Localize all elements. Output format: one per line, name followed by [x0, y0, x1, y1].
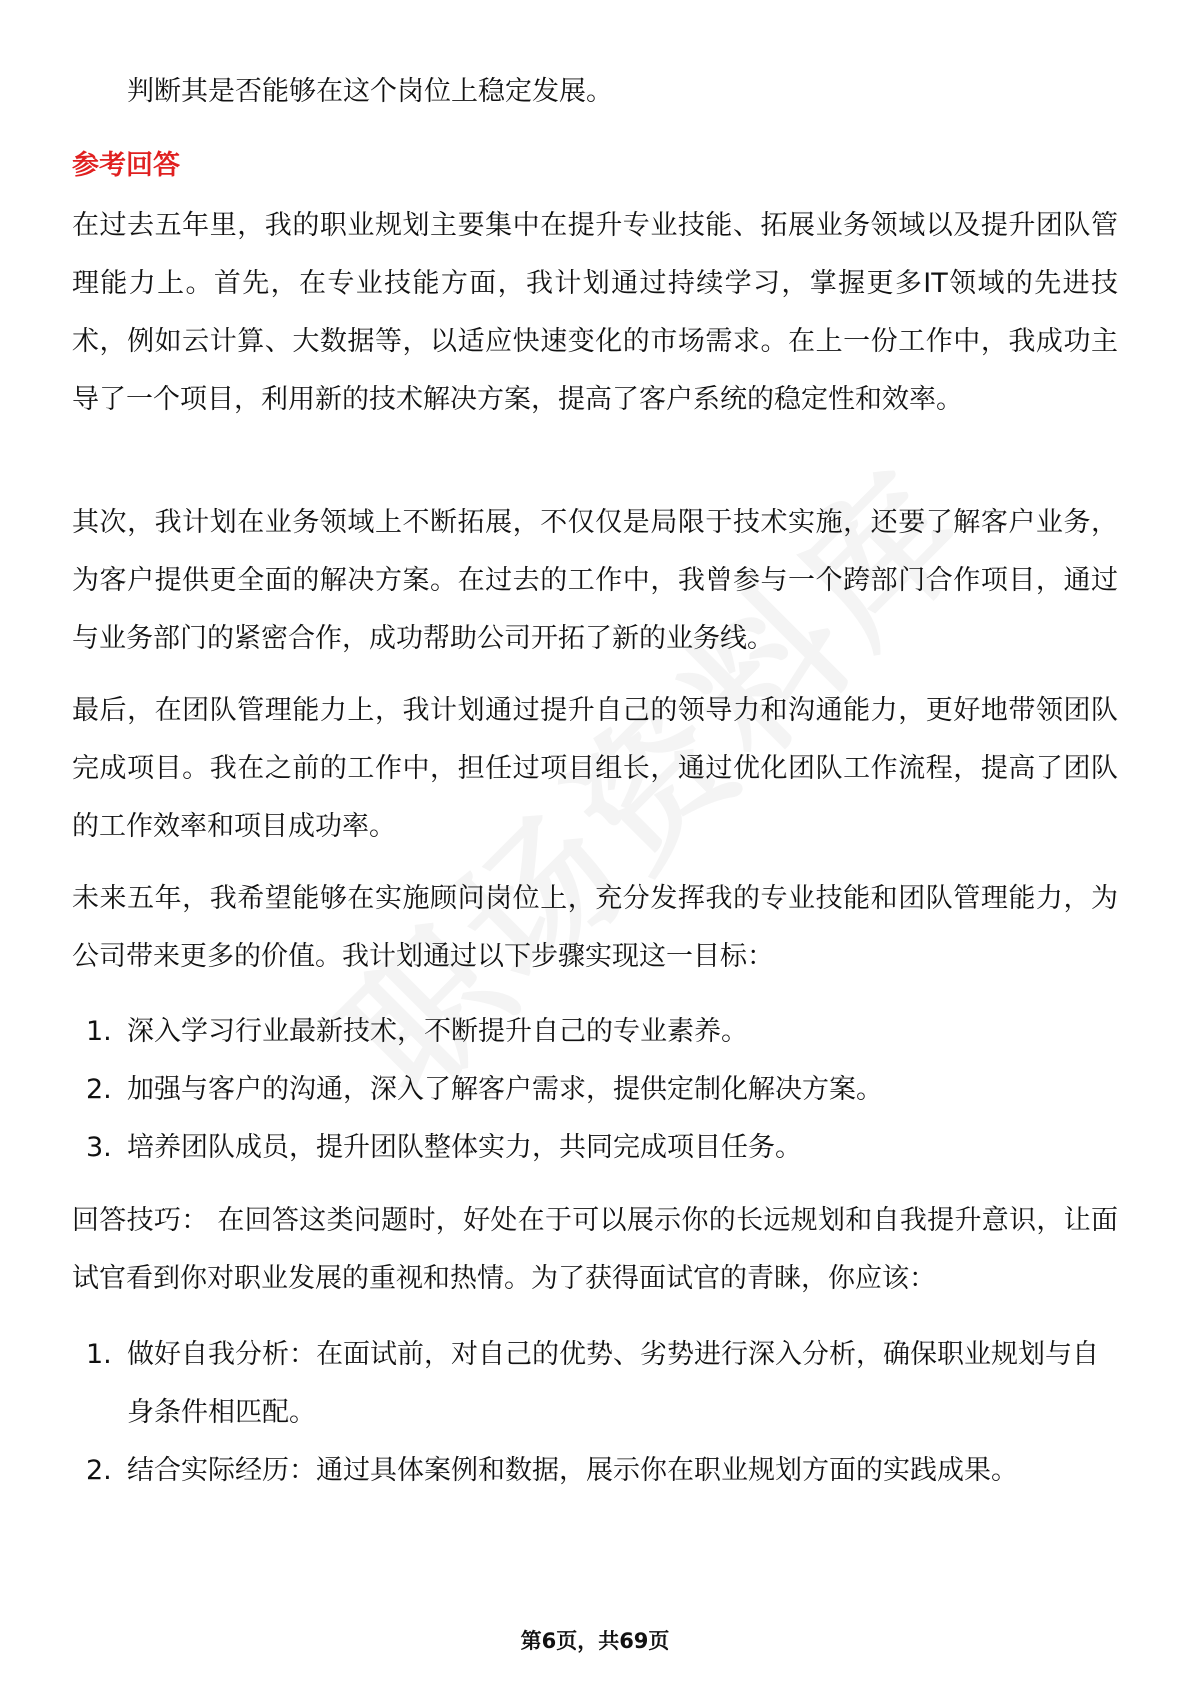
page-footer: 第6页，共69页	[520, 1629, 670, 1653]
tips-paragraph: 回答技巧： 在回答这类问题时，好处在于可以展示你的长远规划和自我提升意识，让面试官看到你对职业发展的重视和热情。为了获得面试官的青睐，你应该：	[72, 1205, 1118, 1294]
continuation-text: 判断其是否能够在这个岗位上稳定发展。	[127, 76, 613, 107]
paragraph-4: 未来五年，我希望能够在实施顾问岗位上，充分发挥我的专业技能和团队管理能力，为公司带来更多的价值。我计划通过以下步骤实现这一目标：	[72, 883, 1118, 972]
list-number: 1.	[86, 1016, 112, 1047]
list-number: 1.	[86, 1339, 112, 1370]
section-title: 参考回答	[72, 150, 180, 181]
tips-list	[72, 1326, 1118, 1500]
document-page	[72, 0, 1118, 1684]
list-item	[72, 1061, 1118, 1119]
list-number: 3.	[86, 1132, 112, 1163]
list-number: 2.	[86, 1074, 112, 1105]
list-item	[72, 1003, 1118, 1061]
list-text: 加强与客户的沟通，深入了解客户需求，提供定制化解决方案。	[127, 1074, 883, 1105]
list-item	[72, 1326, 1118, 1442]
paragraph-1: 在过去五年里，我的职业规划主要集中在提升专业技能、拓展业务领域以及提升团队管理能力上。首先，在专业技能方面，我计划通过持续学习，掌握更多IT领域的先进技术，例如云计算、大数据等，以适应快速变化的市场需求。在上一份工作中，我成功主导了一个项目，利用新的技术解决方案，提高了客户系统的稳定性和效率。	[72, 210, 1118, 415]
goal-steps-list	[72, 1003, 1118, 1177]
list-text: 深入学习行业最新技术，不断提升自己的专业素养。	[127, 1016, 748, 1047]
list-number: 2.	[86, 1455, 112, 1486]
list-item	[72, 1442, 1118, 1500]
list-item	[72, 1119, 1118, 1177]
paragraph-2: 其次，我计划在业务领域上不断拓展，不仅仅是局限于技术实施，还要了解客户业务，为客户提供更全面的解决方案。在过去的工作中，我曾参与一个跨部门合作项目，通过与业务部门的紧密合作，成功帮助公司开拓了新的业务线。	[72, 507, 1118, 654]
list-text: 培养团队成员，提升团队整体实力，共同完成项目任务。	[127, 1132, 802, 1163]
paragraph-3: 最后，在团队管理能力上，我计划通过提升自己的领导力和沟通能力，更好地带领团队完成项目。我在之前的工作中，担任过项目组长，通过优化团队工作流程，提高了团队的工作效率和项目成功率。	[72, 695, 1118, 842]
list-text: 结合实际经历：通过具体案例和数据，展示你在职业规划方面的实践成果。	[127, 1455, 1018, 1486]
list-text: 做好自我分析：在面试前，对自己的优势、劣势进行深入分析，确保职业规划与自身条件相匹配。	[127, 1339, 1099, 1428]
